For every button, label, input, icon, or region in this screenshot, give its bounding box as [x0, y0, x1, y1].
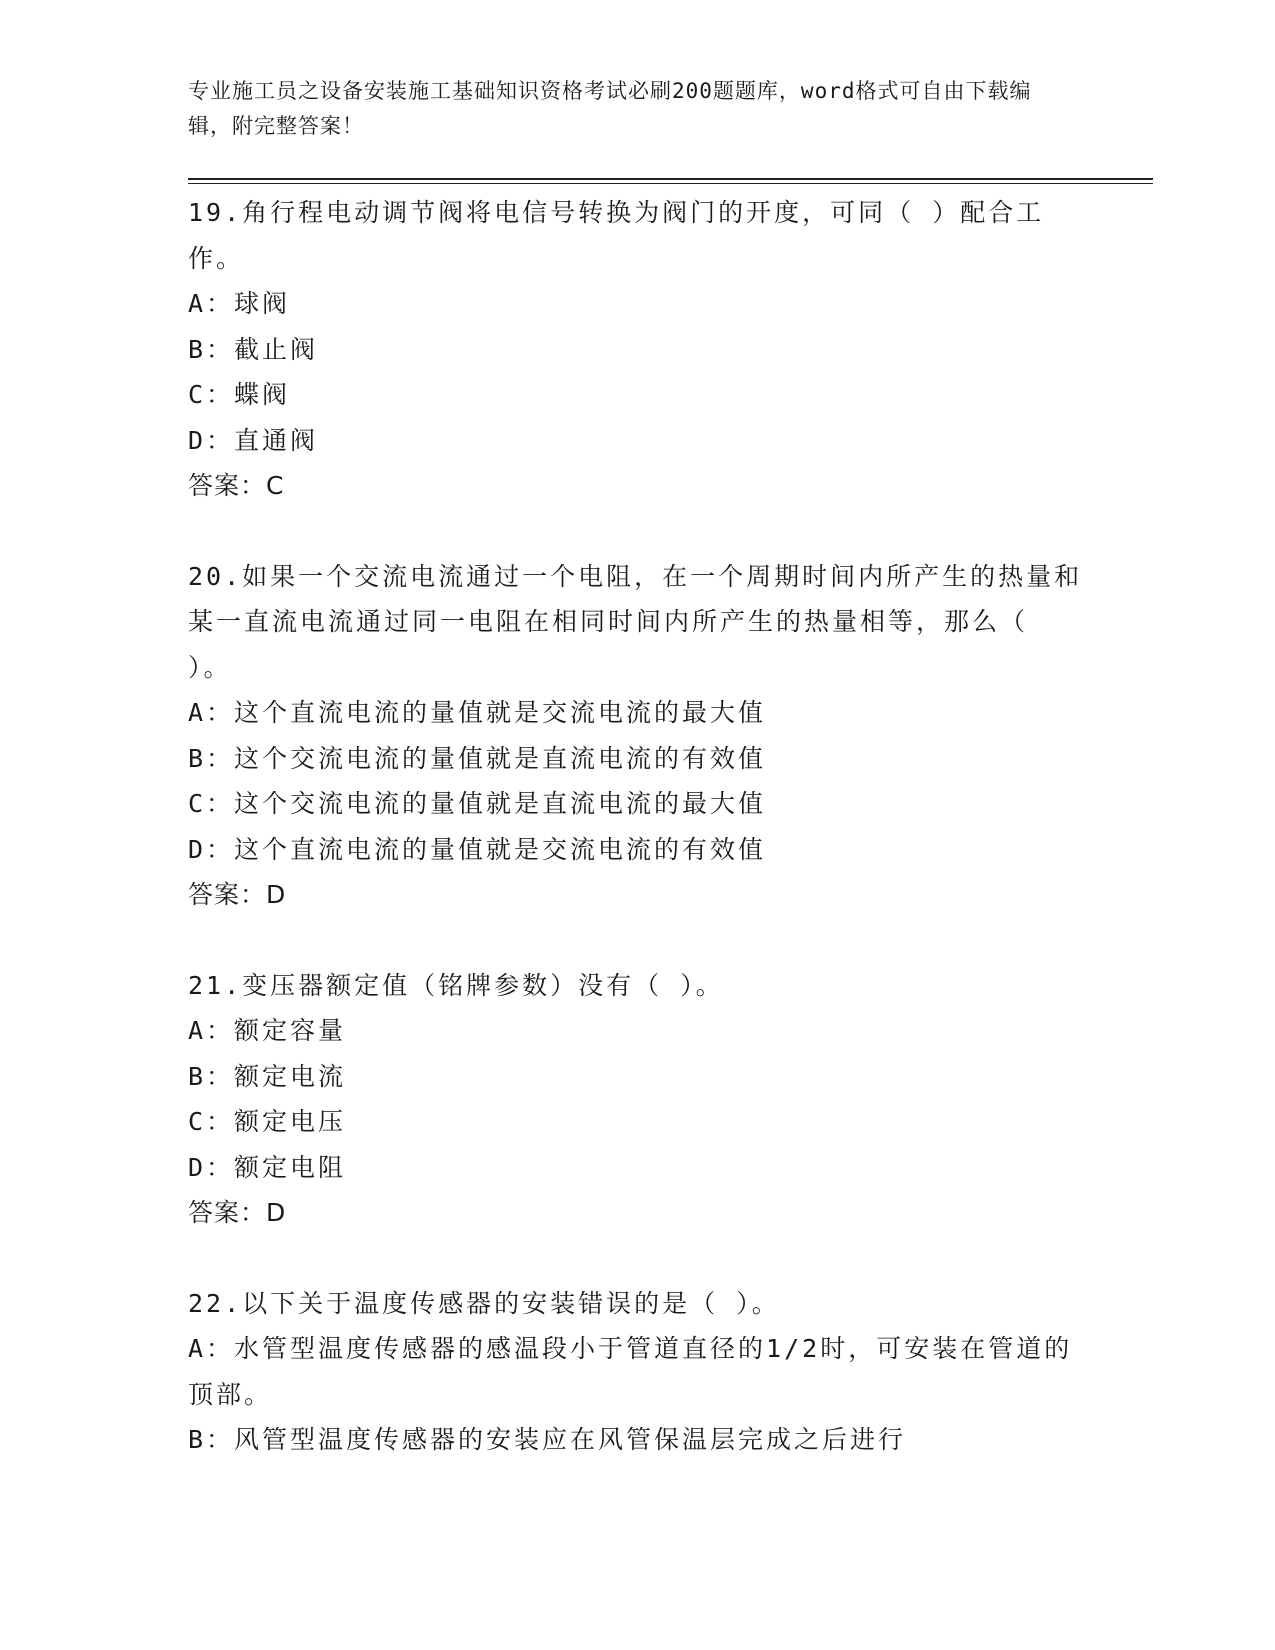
answer: 答案：D: [188, 1198, 287, 1227]
question-21: [188, 963, 1088, 1236]
option-d: D：额定电阻: [188, 1152, 347, 1182]
option-b: B：额定电流: [188, 1061, 347, 1091]
question-stem: 19.角行程电动调节阀将电信号转换为阀门的开度，可同（ ）配合工作。: [188, 198, 1045, 273]
option-a: A：水管型温度传感器的感温段小于管道直径的1/2时，可安装在管道的顶部。: [188, 1334, 1073, 1409]
answer: 答案：D: [188, 880, 287, 909]
question-list: [188, 190, 1088, 1463]
option-a: A：这个直流电流的量值就是交流电流的最大值: [188, 698, 767, 727]
question-19: [188, 190, 1088, 509]
header-divider-thin: [188, 183, 1153, 184]
option-a: A：额定容量: [188, 1016, 347, 1045]
option-c: C：这个交流电流的量值就是直流电流的最大值: [188, 789, 767, 818]
question-20: [188, 554, 1088, 918]
option-a: A：球阀: [188, 289, 291, 318]
document-header: 专业施工员之设备安装施工基础知识资格考试必刷200题题库，word格式可自由下载编辑，附完整答案！: [188, 79, 1032, 138]
question-stem: 21.变压器额定值（铭牌参数）没有（ ）。: [188, 970, 724, 1000]
question-stem: 22.以下关于温度传感器的安装错误的是（ ）。: [188, 1288, 780, 1318]
option-b: B：这个交流电流的量值就是直流电流的有效值: [188, 743, 767, 773]
option-b: B：截止阀: [188, 334, 319, 364]
option-d: D：直通阀: [188, 425, 319, 455]
option-d: D：这个直流电流的量值就是交流电流的有效值: [188, 834, 767, 864]
question-22: [188, 1281, 1088, 1463]
question-stem: 20.如果一个交流电流通过一个电阻，在一个周期时间内所产生的热量和某一直流电流通过同一电阻在相同时间内所产生的热量相等，那么（ ）。: [188, 561, 1083, 682]
answer: 答案：C: [188, 471, 285, 500]
option-c: C：额定电压: [188, 1107, 347, 1136]
header-divider-thick: [188, 178, 1153, 180]
option-c: C：蝶阀: [188, 380, 291, 409]
option-b: B：风管型温度传感器的安装应在风管保温层完成之后进行: [188, 1425, 907, 1454]
